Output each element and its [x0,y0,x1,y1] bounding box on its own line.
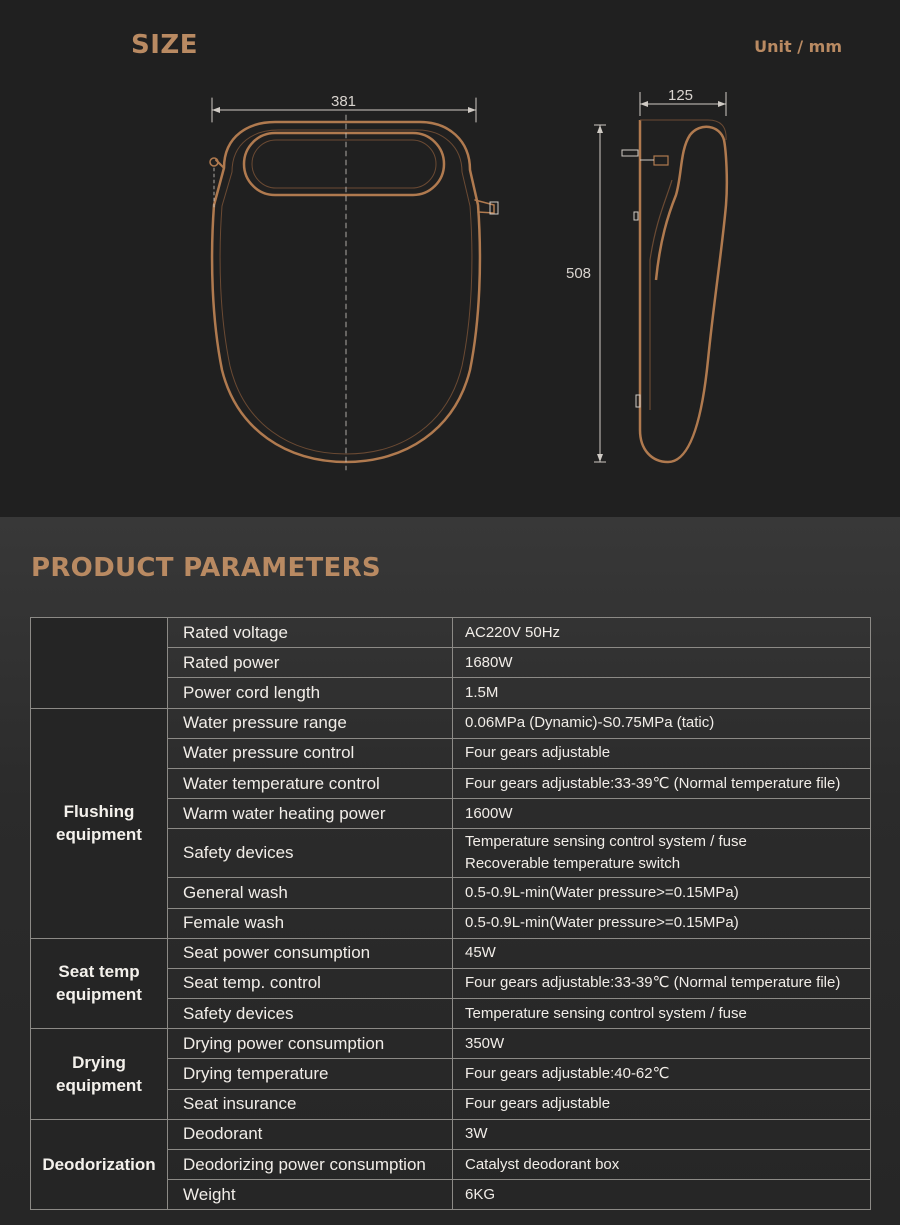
parameter-name: Seat power consumption [168,938,453,968]
parameter-name: Water temperature control [168,768,453,798]
group-label-line: equipment [56,1076,142,1096]
parameter-value [453,768,871,798]
parameter-value-line: 45W [465,944,496,962]
size-section [0,0,900,517]
front-view [210,93,498,470]
parameter-value [453,878,871,908]
parameter-value [453,1119,871,1149]
parameter-value-line: 3W [465,1125,488,1143]
parameter-value-line: Temperature sensing control system / fuse [465,1004,747,1022]
parameters-table [30,617,871,1210]
parameter-value [453,648,871,678]
parameter-name: General wash [168,878,453,908]
parameter-value-line: Four gears adjustable:33-39℃ (Normal temperature file) [465,974,841,992]
parameter-name: Power cord length [168,678,453,708]
parameter-name: Warm water heating power [168,799,453,829]
group-label-line: equipment [56,985,142,1005]
parameter-value-line: 1680W [465,653,513,671]
table-row [31,1119,871,1149]
parameter-name: Rated voltage [168,618,453,648]
group-label-line: equipment [56,825,142,845]
parameter-value [453,968,871,998]
parameter-value [453,829,871,878]
parameter-value [453,1089,871,1119]
parameter-name: Seat temp. control [168,968,453,998]
group-cell [31,1119,168,1210]
parameter-value-line: Recoverable temperature switch [465,855,681,873]
group-cell [31,938,168,1029]
parameter-value-line: 0.5-0.9L-min(Water pressure>=0.15MPa) [465,914,739,932]
parameter-name: Safety devices [168,999,453,1029]
parameter-value-line: Temperature sensing control system / fuse [465,833,747,851]
parameter-value [453,1180,871,1210]
parameter-value [453,618,871,648]
parameter-value-line: 0.06MPa (Dynamic)-S0.75MPa (tatic) [465,714,715,732]
parameter-value-line: 0.5-0.9L-min(Water pressure>=0.15MPa) [465,883,739,901]
group-label-line: Drying [72,1053,126,1073]
parameter-name: Female wash [168,908,453,938]
size-title: SIZE [131,30,199,60]
product-parameters-section [0,517,900,1225]
parameter-value [453,738,871,768]
params-title: PRODUCT PARAMETERS [31,553,381,583]
parameter-name: Weight [168,1180,453,1210]
parameter-name: Drying power consumption [168,1029,453,1059]
parameter-value-line: AC220V 50Hz [465,623,561,641]
width-dimension-label: 381 [331,93,357,110]
parameter-name: Drying temperature [168,1059,453,1089]
parameter-value [453,1029,871,1059]
parameter-value-line: Catalyst deodorant box [465,1155,620,1173]
parameter-name: Deodorizing power consumption [168,1150,453,1180]
parameter-value-line: 1600W [465,804,513,822]
parameter-name: Seat insurance [168,1089,453,1119]
parameter-value [453,678,871,708]
group-cell [31,708,168,938]
length-dimension-label: 508 [566,265,592,282]
parameter-value-line: 1.5M [465,683,499,701]
depth-dimension-label: 125 [668,87,694,104]
parameter-name: Safety devices [168,829,453,878]
group-label-line: Flushing [63,802,135,822]
group-label-line: Deodorization [42,1155,156,1175]
parameter-value-line: Four gears adjustable [465,744,611,762]
table-row [31,938,871,968]
parameter-name: Rated power [168,648,453,678]
parameter-name: Water pressure control [168,738,453,768]
parameter-value-line: Four gears adjustable [465,1095,611,1113]
group-cell [31,1029,168,1120]
group-label-line: Seat temp [58,962,140,982]
side-view [566,87,727,462]
dimension-drawing [0,0,900,517]
table-row [31,618,871,648]
parameter-value [453,1150,871,1180]
parameter-value-line: Four gears adjustable:40-62℃ [465,1065,670,1083]
parameter-name: Water pressure range [168,708,453,738]
parameter-value [453,908,871,938]
parameter-value [453,999,871,1029]
table-row [31,708,871,738]
table-row [31,1029,871,1059]
parameter-name: Deodorant [168,1119,453,1149]
parameter-value [453,1059,871,1089]
parameter-value [453,708,871,738]
group-cell [31,618,168,709]
parameter-value-line: 6KG [465,1185,496,1203]
parameter-value-line: Four gears adjustable:33-39℃ (Normal temperature file) [465,774,841,792]
parameter-value-line: 350W [465,1034,505,1052]
parameter-value [453,799,871,829]
parameter-value [453,938,871,968]
unit-label: Unit / mm [754,37,842,56]
